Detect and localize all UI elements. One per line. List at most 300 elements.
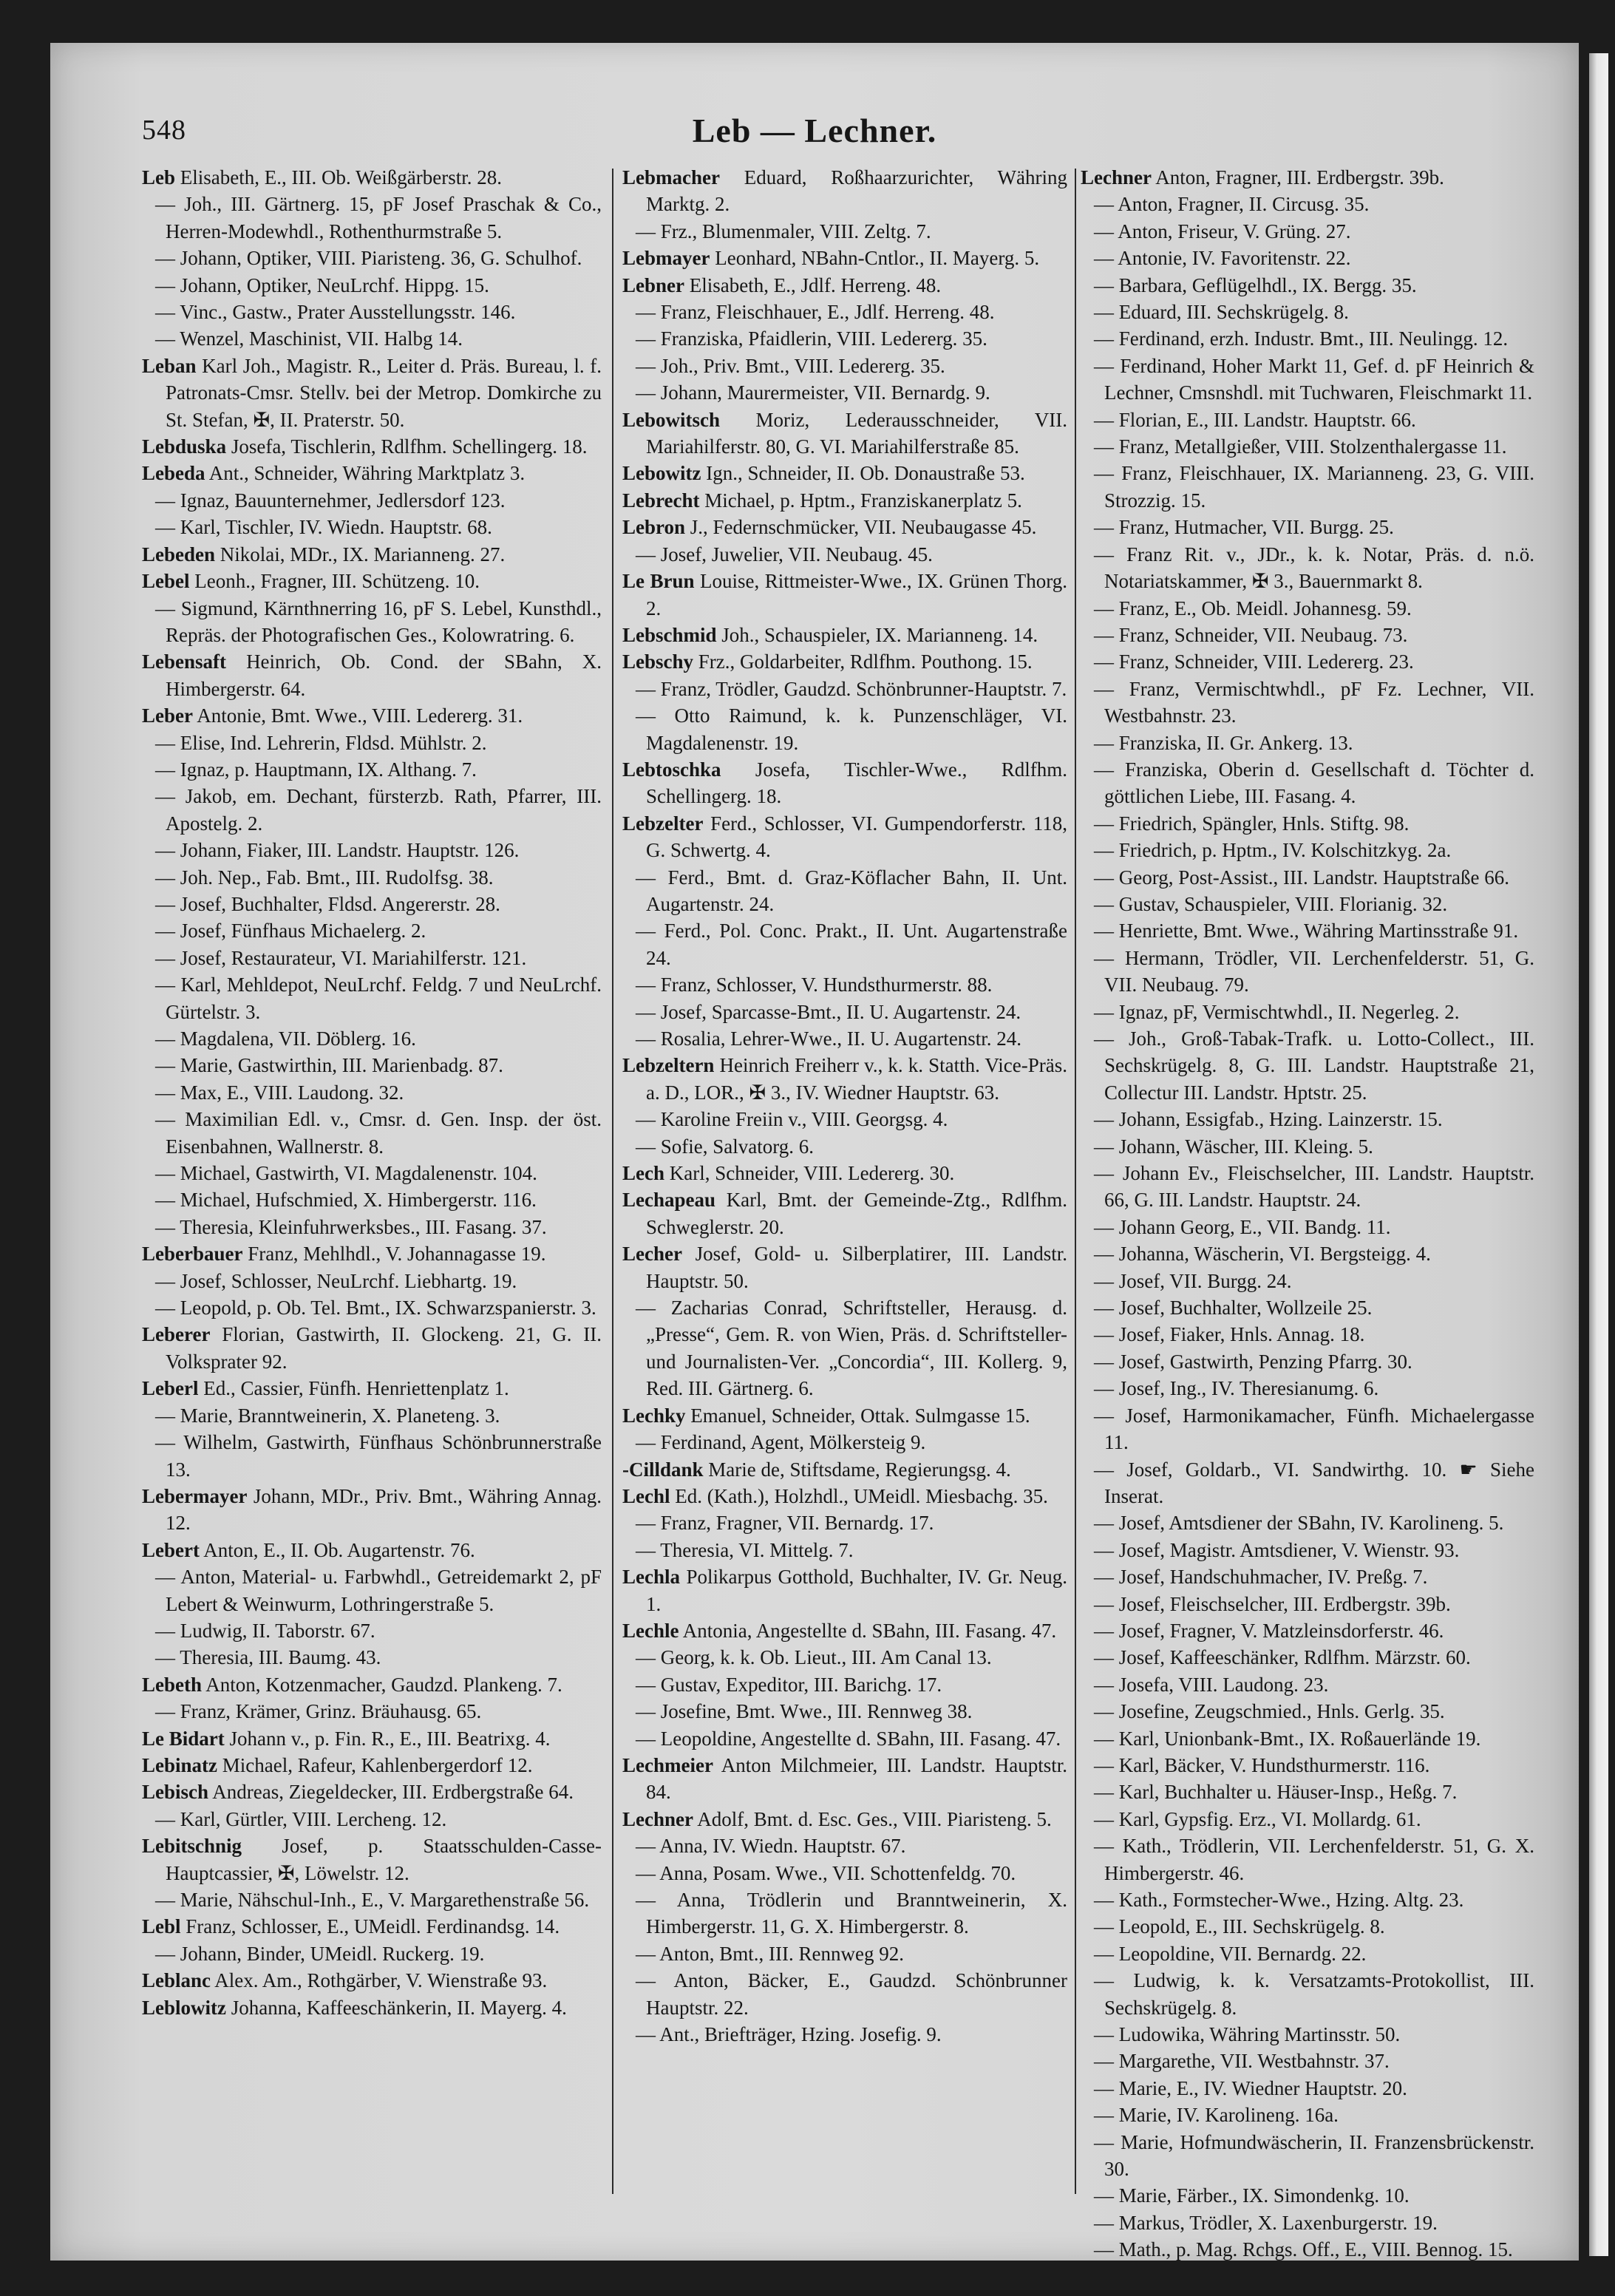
entry-details: — Josef, Fünfhaus Michaelerg. 2. [155, 920, 426, 942]
entry-details: — Barbara, Geflügelhdl., IX. Bergg. 35. [1094, 274, 1417, 296]
directory-entry [622, 1509, 1067, 1536]
directory-entry [142, 1321, 602, 1375]
directory-entry [1081, 1725, 1534, 1752]
directory-entry [1081, 1779, 1534, 1805]
directory-entry [622, 407, 1067, 461]
directory-entry [142, 433, 602, 460]
entry-details: Ign., Schneider, II. Ob. Donaustraße 53. [706, 462, 1025, 485]
entry-surname: Lebowitz [622, 462, 701, 485]
directory-entry [1081, 1160, 1534, 1214]
entry-surname: Lebinatz [142, 1753, 218, 1776]
entry-surname: Le Bidart [142, 1727, 225, 1750]
entry-details: Florian, Gastwirth, II. Glockeng. 21, G. II. Volksprater 92. [166, 1323, 602, 1373]
entry-details: — Michael, Hufschmied, X. Himbergerstr. 116. [155, 1189, 537, 1212]
entry-details: — Marie, Färber., IX. Simondenkg. 10. [1094, 2184, 1410, 2207]
entry-surname: Lebduska [142, 435, 227, 458]
directory-entry [142, 245, 602, 271]
entry-surname: Lebrecht [622, 489, 700, 512]
entry-details: Michael, p. Hptm., Franziskanerplatz 5. [704, 489, 1022, 512]
directory-entry [142, 1752, 602, 1779]
directory-entry [1081, 891, 1534, 917]
entry-details: — Johann, Binder, UMeidl. Ruckerg. 19. [155, 1942, 485, 1965]
directory-entry [622, 1186, 1067, 1240]
directory-entry [1081, 1617, 1534, 1644]
directory-entry [622, 353, 1067, 379]
entry-details: — Johanna, Wäscherin, VI. Bergsteigg. 4. [1094, 1243, 1431, 1266]
directory-entry [622, 999, 1067, 1025]
directory-entry [1081, 1833, 1534, 1886]
directory-entry [1081, 1240, 1534, 1267]
directory-entry [142, 702, 602, 729]
entry-details: — Gustav, Expeditor, III. Barichg. 17. [636, 1673, 942, 1696]
directory-entry [622, 2021, 1067, 2048]
entry-surname: Leberer [142, 1323, 211, 1346]
entry-details: — Leopold, E., III. Sechskrügelg. 8. [1094, 1915, 1385, 1938]
running-header: Leb — Lechner. [692, 112, 937, 149]
directory-entry [142, 1375, 602, 1402]
directory-entry [142, 1833, 602, 1886]
entry-details: Karl, Bmt. der Gemeinde-Ztg., Rdlfhm. Schweglerstr. 20. [646, 1189, 1068, 1238]
entry-details: — Franz, Fleischhauer, E., Jdlf. Herreng. 48. [636, 301, 995, 324]
entry-details: — Karl, Bäcker, V. Hundsthurmerstr. 116. [1094, 1753, 1430, 1776]
directory-entry [622, 756, 1067, 810]
directory-entry [622, 1806, 1067, 1833]
directory-entry [622, 1537, 1067, 1563]
directory-entry [1081, 1133, 1534, 1160]
directory-entry [622, 325, 1067, 352]
directory-entry [1081, 1321, 1534, 1348]
entry-details: Karl, Schneider, VIII. Ledererg. 30. [669, 1162, 955, 1185]
directory-entry [622, 917, 1067, 971]
directory-entry [622, 1240, 1067, 1294]
directory-entry [1081, 756, 1534, 810]
entry-details: Leonhard, NBahn-Cntlor., II. Mayerg. 5. [715, 247, 1040, 270]
entry-details: — Franz, Vermischtwhdl., pF Fz. Lechner, VII. Westbahnstr. 23. [1094, 677, 1534, 727]
directory-entry [1081, 541, 1534, 595]
entry-details: — Ant., Briefträger, Hzing. Josefig. 9. [636, 2023, 942, 2046]
entry-details: — Josef, Sparcasse-Bmt., II. U. Augartenstr. 24. [636, 1000, 1021, 1023]
entry-details: — Marie, Nähschul-Inh., E., V. Margarethenstraße 56. [155, 1889, 590, 1911]
directory-entry [142, 1025, 602, 1052]
directory-entry [142, 299, 602, 325]
entry-details: — Maximilian Edl. v., Cmsr. d. Gen. Insp. der öst. Eisenbahnen, Wallnerstr. 8. [155, 1108, 602, 1158]
entry-details: — Josef, Fiaker, Hnls. Annag. 18. [1094, 1323, 1365, 1346]
entry-details: Johanna, Kaffeeschänkerin, II. Mayerg. 4. [231, 1996, 567, 2019]
entry-details: — Markus, Trödler, X. Laxenburgerstr. 19. [1094, 2211, 1438, 2234]
entry-details: — Otto Raimund, k. k. Punzenschläger, VI. Magdalenenstr. 19. [636, 704, 1067, 754]
entry-details: — Georg, Post-Assist., III. Landstr. Hauptstraße 66. [1094, 866, 1509, 889]
entry-surname: -Cilldank [622, 1458, 704, 1481]
directory-entry [142, 1994, 602, 2021]
entry-surname: Lechle [622, 1619, 679, 1642]
directory-entry [142, 917, 602, 944]
directory-entry [622, 676, 1067, 702]
directory-entry [142, 353, 602, 433]
directory-entry [142, 1268, 602, 1294]
directory-entry [142, 568, 602, 594]
entry-surname: Le Brun [622, 570, 695, 593]
directory-entry [142, 191, 602, 245]
entry-details: Polikarpus Gotthold, Buchhalter, IV. Gr. Neug. 1. [646, 1566, 1067, 1615]
entry-details: — Anton, Bäcker, E., Gaudzd. Schönbrunner Hauptstr. 22. [636, 1969, 1067, 2019]
directory-entry [1081, 2021, 1534, 2048]
entry-details: — Theresia, III. Baumg. 43. [155, 1646, 381, 1669]
entry-surname: Lebert [142, 1538, 200, 1561]
entry-details: — Ludwig, k. k. Versatzamts-Protokollist, III. Sechskrügelg. 8. [1094, 1969, 1534, 2019]
directory-entry [142, 1160, 602, 1186]
entry-details: — Franz, E., Ob. Meidl. Johannesg. 59. [1094, 597, 1412, 619]
entry-details: — Ignaz, Bauunternehmer, Jedlersdorf 123. [155, 489, 506, 512]
entry-details: — Joh. Nep., Fab. Bmt., III. Rudolfsg. 38. [155, 866, 494, 889]
directory-entry [1081, 1752, 1534, 1779]
entry-details: — Franz, Hutmacher, VII. Burgg. 25. [1094, 516, 1394, 539]
directory-entry [142, 1106, 602, 1160]
directory-entry [1081, 648, 1534, 675]
directory-entry [622, 1133, 1067, 1160]
directory-entry [1081, 676, 1534, 730]
entry-surname: Lech [622, 1162, 664, 1185]
directory-entry [622, 864, 1067, 918]
entry-details: — Joh., III. Gärtnerg. 15, pF Josef Praschak & Co., Herren-Modewhdl., Rothenthurmstraße 5. [155, 193, 602, 242]
column-3 [1081, 164, 1534, 2261]
entry-details: — Anna, Posam. Wwe., VII. Schottenfeldg. 70. [636, 1861, 1016, 1884]
entry-details: — Wenzel, Maschinist, VII. Halbg 14. [155, 327, 463, 350]
directory-entry [142, 1779, 602, 1805]
entry-details: Heinrich, Ob. Cond. der SBahn, X. Himbergerstr. 64. [166, 651, 602, 700]
entry-surname: Leberbauer [142, 1243, 243, 1266]
entry-details: — Elise, Ind. Lehrerin, Fldsd. Mühlstr. 2. [155, 731, 487, 754]
entry-details: Ferd., Schlosser, VI. Gumpendorferstr. 118, G. Schwertg. 4. [646, 812, 1067, 862]
directory-entry [142, 837, 602, 863]
entry-surname: Lebowitsch [622, 408, 721, 431]
entry-details: — Josef, Ing., IV. Theresianumg. 6. [1094, 1377, 1379, 1400]
directory-entry [142, 1214, 602, 1240]
entry-details: — Josef, VII. Burgg. 24. [1094, 1269, 1292, 1292]
entry-details: — Kath., Formstecher-Wwe., Hzing. Altg. 23. [1094, 1889, 1464, 1911]
entry-details: Louise, Rittmeister-Wwe., IX. Grünen Thorg. 2. [646, 570, 1067, 619]
entry-details: Johann, MDr., Priv. Bmt., Währing Annag. 12. [166, 1484, 602, 1535]
entry-details: — Sigmund, Kärnthnerring 16, pF S. Lebel, Kunsthdl., Repräs. der Photografischen Ges., Kolowratring. 6. [155, 597, 602, 646]
entry-details: — Josef, Buchhalter, Fldsd. Angererstr. 28. [155, 892, 500, 915]
directory-entry [622, 487, 1067, 514]
entry-surname: Lebzelter [622, 812, 704, 835]
entry-surname: Lebeth [142, 1673, 202, 1696]
directory-entry [142, 1402, 602, 1429]
entry-details: — Rosalia, Lehrer-Wwe., II. U. Augartenstr. 24. [636, 1028, 1022, 1050]
entry-surname: Lebschy [622, 651, 694, 673]
entry-surname: Lebschmid [622, 623, 717, 646]
entry-details: — Franziska, Pfaidlerin, VIII. Ledererg. 35. [636, 327, 987, 350]
directory-entry [622, 1402, 1067, 1429]
entry-details: — Josef, Magistr. Amtsdiener, V. Wienstr. 93. [1094, 1538, 1460, 1561]
directory-entry [622, 541, 1067, 568]
entry-details: Johann v., p. Fin. R., E., III. Beatrixg. 4. [229, 1727, 551, 1750]
entry-details: — Margarethe, VII. Westbahnstr. 37. [1094, 2050, 1390, 2073]
entry-details: — Johann, Optiker, VIII. Piaristeng. 36, G. Schulhof. [155, 247, 582, 270]
directory-entry [622, 1294, 1067, 1402]
entry-surname: Lebisch [142, 1781, 209, 1804]
entry-details: — Karl, Buchhalter u. Häuser-Insp., Heßg. 7. [1094, 1781, 1458, 1804]
entry-details: — Johann Ev., Fleischselcher, III. Landstr. Hauptstr. 66, G. III. Landstr. Hauptstr. 24. [1094, 1162, 1534, 1212]
directory-entry [622, 1833, 1067, 1859]
entry-details: — Marie, IV. Karolineng. 16a. [1094, 2104, 1339, 2127]
entry-details: — Josefa, VIII. Laudong. 23. [1094, 1673, 1329, 1696]
directory-entry [622, 1483, 1067, 1509]
entry-details: — Franz, Fragner, VII. Bernardg. 17. [636, 1512, 934, 1535]
directory-entry [1081, 1348, 1534, 1375]
directory-entry [1081, 325, 1534, 352]
directory-entry [622, 1617, 1067, 1644]
entry-details: Josef, p. Staatsschulden-Casse-Hauptcassier, ✠, Löwelstr. 12. [166, 1835, 602, 1884]
directory-entry [142, 1429, 602, 1483]
directory-entry [622, 1429, 1067, 1456]
entry-surname: Lebmayer [622, 247, 710, 270]
entry-details: — Theresia, Kleinfuhrwerksbes., III. Fasang. 37. [155, 1215, 547, 1238]
entry-details: — Marie, Hofmundwäscherin, II. Franzensbrückenstr. 30. [1094, 2130, 1534, 2181]
entry-surname: Lebtoschka [622, 758, 721, 781]
entry-details: — Anna, Trödlerin und Branntweinerin, X. Himbergerstr. 11, G. X. Himbergerstr. 8. [636, 1889, 1067, 1938]
entry-details: — Josef, Goldarb., VI. Sandwirthg. 10. ☛ Siehe Inserat. [1094, 1458, 1534, 1507]
directory-entry [142, 730, 602, 756]
entry-details: — Eduard, III. Sechskrügelg. 8. [1094, 301, 1349, 324]
entry-details: Anton, Kotzenmacher, Gaudzd. Plankeng. 7. [205, 1673, 562, 1696]
directory-entry [142, 1671, 602, 1698]
entry-details: — Johann, Essigfab., Hzing. Lainzerstr. 15. [1094, 1108, 1443, 1131]
entry-surname: Leban [142, 354, 197, 377]
entry-details: — Franz, Krämer, Grinz. Bräuhausg. 65. [155, 1700, 482, 1723]
directory-entry [1081, 622, 1534, 648]
entry-details: — Johann, Maurermeister, VII. Bernardg. 9. [636, 381, 990, 404]
entry-details: — Josef, Restaurateur, VI. Mariahilferstr. 121. [155, 946, 527, 969]
directory-entry [142, 514, 602, 540]
entry-details: — Max, E., VIII. Laudong. 32. [155, 1081, 404, 1104]
directory-entry [1081, 1294, 1534, 1321]
entry-details: — Johann, Optiker, NeuLrchf. Hippg. 15. [155, 274, 489, 296]
directory-page [50, 43, 1579, 2261]
entry-surname: Lebl [142, 1915, 181, 1938]
directory-entry [142, 891, 602, 917]
directory-entry [1081, 164, 1534, 191]
directory-entry [1081, 2048, 1534, 2074]
entry-details: — Anton, Friseur, V. Grüng. 27. [1094, 220, 1351, 242]
entry-surname: Lechla [622, 1566, 680, 1589]
entry-details: Antonie, Bmt. Wwe., VIII. Ledererg. 31. [197, 704, 523, 727]
entry-details: — Josefine, Bmt. Wwe., III. Rennweg 38. [636, 1700, 973, 1723]
entry-details: Eduard, Roßhaarzurichter, Währing Marktg. 2. [646, 166, 1068, 216]
entry-details: — Karoline Freiin v., VIII. Georgsg. 4. [636, 1108, 948, 1131]
directory-entry [142, 541, 602, 568]
entry-details: — Anton, Fragner, II. Circusg. 35. [1094, 193, 1370, 216]
entry-surname: Lechner [622, 1807, 693, 1830]
directory-entry [1081, 2129, 1534, 2183]
directory-entry [622, 1052, 1067, 1106]
entry-details: Ed., Cassier, Fünfh. Henriettenplatz 1. [203, 1377, 509, 1400]
directory-entry [1081, 999, 1534, 1025]
directory-entry [1081, 272, 1534, 299]
entry-details: — Ferd., Pol. Conc. Prakt., II. Unt. Augartenstraße 24. [636, 920, 1067, 969]
entry-details: — Johann, Fiaker, III. Landstr. Hauptstr. 126. [155, 839, 520, 862]
entry-details: Joh., Schauspieler, IX. Marianneng. 14. [721, 623, 1038, 646]
directory-entry [142, 1940, 602, 1967]
directory-entry [1081, 1509, 1534, 1536]
entry-details: Nikolai, MDr., IX. Marianneng. 27. [220, 543, 506, 565]
entry-details: — Franz, Trödler, Gaudzd. Schönbrunner-Hauptstr. 7. [636, 677, 1067, 700]
directory-entry [142, 1483, 602, 1537]
entry-surname: Lecher [622, 1243, 682, 1266]
entry-details: Frz., Goldarbeiter, Rdlfhm. Pouthong. 15. [698, 651, 1033, 673]
directory-entry [1081, 1563, 1534, 1590]
directory-entry [142, 1725, 602, 1752]
entry-details: — Marie, Gastwirthin, III. Marienbadg. 87. [155, 1054, 503, 1077]
entry-details: — Franz, Fleischhauer, IX. Marianneng. 23, G. VIII. Strozzig. 15. [1094, 462, 1534, 512]
directory-entry [1081, 1806, 1534, 1833]
entry-details: — Josef, Gastwirth, Penzing Pfarrg. 30. [1094, 1350, 1412, 1373]
entry-details: — Josef, Harmonikamacher, Fünfh. Michaelergasse 11. [1094, 1404, 1534, 1454]
entry-details: Moriz, Lederausschneider, VII. Mariahilferstr. 80, G. VI. Mariahilferstraße 85. [646, 408, 1067, 458]
entry-details: — Leopoldine, VII. Bernardg. 22. [1094, 1942, 1367, 1965]
directory-entry [142, 272, 602, 299]
entry-details: — Josef, Fleischselcher, III. Erdbergstr. 39b. [1094, 1592, 1451, 1615]
entry-details: — Anton, Bmt., III. Rennweg 92. [636, 1942, 904, 1965]
entry-surname: Lechapeau [622, 1189, 716, 1212]
entry-details: — Ferd., Bmt. d. Graz-Köflacher Bahn, II. Unt. Augartenstr. 24. [636, 866, 1067, 915]
directory-entry [142, 487, 602, 514]
directory-entry [142, 1052, 602, 1079]
entry-details: Heinrich Freiherr v., k. k. Statth. Vice-Präs. a. D., LOR., ✠ 3., IV. Wiedner Hauptstr. 63. [646, 1054, 1067, 1104]
entry-details: Karl Joh., Magistr. R., Leiter d. Präs. Bureau, l. f. Patronats-Cmsr. Stellv. bei der Metrop. Domkirche zu St. Stefan, ✠, II. Praterstr. 50. [166, 354, 602, 431]
directory-entry [1081, 945, 1534, 999]
entry-details: Elisabeth, E., III. Ob. Weißgärberstr. 28. [180, 166, 502, 188]
entry-details: — Marie, E., IV. Wiedner Hauptstr. 20. [1094, 2076, 1407, 2099]
entry-details: — Zacharias Conrad, Schriftsteller, Herausg. d. „Presse“, Gem. R. von Wien, Präs. d. Schriftsteller- und Journalisten-Ver. „Concordia“, III. Kollerg. 9, Red. III. Gärtnerg. 6. [636, 1297, 1067, 1400]
entry-details: Marie de, Stiftsdame, Regierungsg. 4. [708, 1458, 1011, 1481]
entry-surname: Lechky [622, 1404, 686, 1427]
directory-entry [1081, 1940, 1534, 1967]
entry-details: Josef, Gold- u. Silberplatirer, III. Landstr. Hauptstr. 50. [646, 1243, 1068, 1292]
directory-entry [1081, 1913, 1534, 1940]
entry-details: — Franz, Metallgießer, VIII. Stolzenthalergasse 11. [1094, 435, 1507, 458]
directory-entry [622, 299, 1067, 325]
directory-entry [622, 1725, 1067, 1752]
directory-entry [622, 218, 1067, 245]
entry-details: Andreas, Ziegeldecker, III. Erdbergstraße 64. [212, 1781, 574, 1804]
entry-details: — Michael, Gastwirth, VI. Magdalenenstr. 104. [155, 1162, 537, 1185]
entry-details: — Magdalena, VII. Döblerg. 16. [155, 1028, 416, 1050]
entry-surname: Lechmeier [622, 1753, 713, 1776]
column-1 [142, 164, 602, 2190]
directory-entry [142, 164, 602, 191]
entry-surname: Lebron [622, 516, 686, 539]
entry-surname: Leb [142, 166, 176, 188]
directory-entry [1081, 299, 1534, 325]
directory-entry [622, 514, 1067, 540]
directory-entry [622, 1886, 1067, 1940]
entry-details: — Karl, Unionbank-Bmt., IX. Roßauerlände 19. [1094, 1727, 1481, 1750]
directory-entry [1081, 1402, 1534, 1456]
directory-entry [142, 1186, 602, 1213]
entry-details: — Joh., Groß-Tabak-Trafk. u. Lotto-Collect., III. Sechskrügelg. 8, G. III. Landstr. Hauptstraße 21, Collectur III. Landstr. Hptstr. 25. [1094, 1028, 1534, 1104]
directory-entry [142, 1079, 602, 1106]
directory-entry [142, 1617, 602, 1644]
directory-entry [622, 1106, 1067, 1132]
entry-details: — Marie, Branntweinerin, X. Planeteng. 3. [155, 1404, 500, 1427]
directory-entry [142, 756, 602, 783]
entry-details: — Georg, k. k. Ob. Lieut., III. Am Canal 13. [636, 1646, 992, 1669]
entry-surname: Lebner [622, 274, 684, 296]
directory-entry [1081, 2075, 1534, 2102]
entry-details: — Vinc., Gastw., Prater Ausstellungsstr. 146. [155, 301, 516, 324]
entry-details: — Josef, Fragner, V. Matzleinsdorferstr. 46. [1094, 1619, 1444, 1642]
entry-surname: Lebeden [142, 543, 216, 565]
directory-entry [1081, 353, 1534, 407]
page-number: 548 [142, 115, 186, 146]
entry-details: — Henriette, Bmt. Wwe., Währing Martinsstraße 91. [1094, 920, 1519, 942]
entry-surname: Lebitschnig [142, 1835, 242, 1858]
entry-details: — Karl, Mehldepot, NeuLrchf. Feldg. 7 und NeuLrchf. Gürtelstr. 3. [155, 974, 602, 1023]
directory-entry [142, 1537, 602, 1563]
directory-entry [1081, 1537, 1534, 1563]
entry-details: Josefa, Tischler-Wwe., Rdlfhm. Schellingerg. 18. [646, 758, 1068, 808]
entry-details: — Sofie, Salvatorg. 6. [636, 1135, 814, 1158]
directory-entry [1081, 864, 1534, 891]
column-divider [612, 169, 613, 2194]
directory-entry [622, 272, 1067, 299]
entry-details: Elisabeth, E., Jdlf. Herreng. 48. [689, 274, 942, 296]
entry-details: — Leopoldine, Angestellte d. SBahn, III. Fasang. 47. [636, 1727, 1061, 1750]
entry-details: — Franz, Schneider, VII. Neubaug. 73. [1094, 623, 1408, 646]
entry-details: — Ludowika, Währing Martinsstr. 50. [1094, 2023, 1401, 2046]
directory-entry [142, 1644, 602, 1671]
entry-details: Anton Milchmeier, III. Landstr. Hauptstr. 84. [646, 1753, 1067, 1804]
directory-entry [1081, 1591, 1534, 1617]
directory-entry [622, 702, 1067, 756]
entry-details: — Johann Georg, E., VII. Bandg. 11. [1094, 1215, 1391, 1238]
adjacent-page-edge [1589, 53, 1608, 2256]
directory-entry [622, 1025, 1067, 1052]
entry-details: — Frz., Blumenmaler, VIII. Zeltg. 7. [636, 220, 931, 242]
directory-entry [622, 971, 1067, 998]
entry-details: Michael, Rafeur, Kahlenbergerdorf 12. [222, 1753, 533, 1776]
directory-entry [622, 164, 1067, 218]
directory-entry [622, 379, 1067, 406]
column-divider [1075, 169, 1076, 2194]
directory-entry [1081, 1106, 1534, 1132]
directory-entry [622, 1967, 1067, 2021]
entry-details: — Florian, E., III. Landstr. Hauptstr. 66. [1094, 408, 1416, 431]
directory-entry [142, 1563, 602, 1617]
entry-details: — Karl, Gypsfig. Erz., VI. Mollardg. 61. [1094, 1807, 1421, 1830]
entry-details: — Josef, Amtsdiener der SBahn, IV. Karolineng. 5. [1094, 1512, 1504, 1535]
directory-entry [142, 648, 602, 702]
directory-entry [1081, 2102, 1534, 2128]
entry-details: — Karl, Tischler, IV. Wiedn. Hauptstr. 68. [155, 516, 492, 539]
directory-entry [622, 1752, 1067, 1806]
directory-entry [1081, 514, 1534, 540]
entry-details: — Joh., Priv. Bmt., VIII. Ledererg. 35. [636, 354, 945, 377]
column-2 [622, 164, 1067, 2190]
entry-surname: Lechl [622, 1484, 670, 1507]
entry-details: — Ferdinand, erzh. Industr. Bmt., III. Neulingg. 12. [1094, 327, 1509, 350]
directory-entry [622, 568, 1067, 622]
directory-entry [1081, 1214, 1534, 1240]
entry-details: — Ignaz, pF, Vermischtwhdl., II. Negerleg. 2. [1094, 1000, 1460, 1023]
directory-entry [142, 971, 602, 1025]
entry-details: — Franz, Schneider, VIII. Ledererg. 23. [1094, 651, 1414, 673]
entry-details: — Ferdinand, Agent, Mölkersteig 9. [636, 1431, 926, 1454]
entry-details: — Wilhelm, Gastwirth, Fünfhaus Schönbrunnerstraße 13. [155, 1431, 602, 1481]
directory-entry [1081, 1886, 1534, 1913]
entry-details: — Theresia, VI. Mittelg. 7. [636, 1538, 854, 1561]
